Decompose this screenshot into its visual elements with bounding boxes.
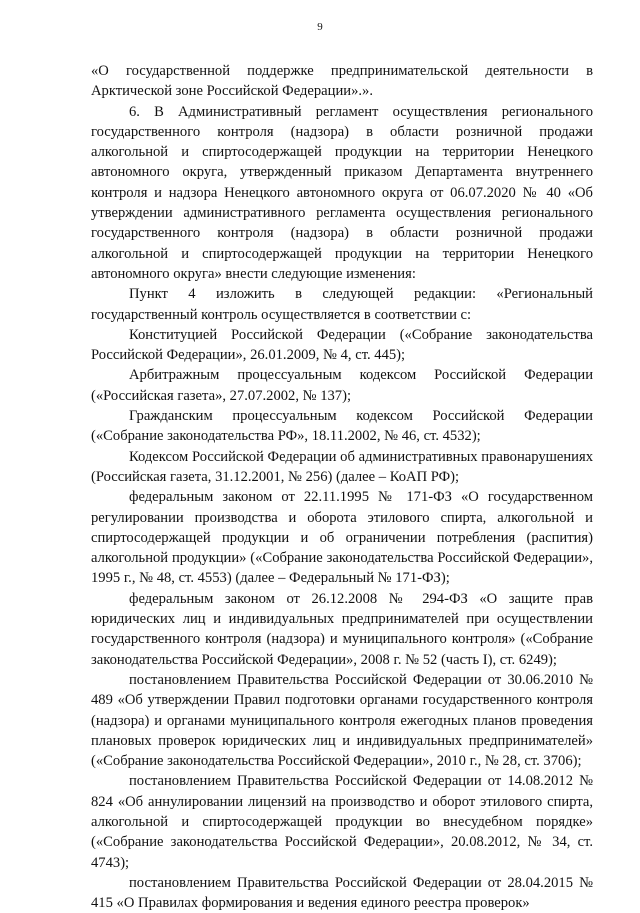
paragraph: постановлением Правительства Российской Федерации от 30.06.2010 № 489 «Об утверждении Правил подготовки органами государственного контроля (надзора) и органами муниципального контроля ежегодных планов проведения плановых проверок юридических лиц и индивидуальных предпринимателей» («Собрание законодательства Российской Федерации», 2010 г., № 28, ст. 3706);	[91, 671, 593, 770]
paragraph: Конституцией Российской Федерации («Собрание законодательства Российской Федерации», 26.01.2009, № 4, ст. 445);	[91, 326, 593, 364]
paragraph: 6. В Административный регламент осуществления регионального государственного контроля (надзора) в области розничной продажи алкогольной и спиртосодержащей продукции на территории Ненецкого автономного округа, утвержденный приказом Департамента внутреннего контроля и надзора Ненецкого автономного округа от 06.07.2020 № 40 «Об утверждении административного регламента осуществления регионального государственного контроля (надзора) в области розничной продажи алкогольной и спиртосодержащей продукции на территории Ненецкого автономного округа» внести следующие изменения:	[91, 103, 593, 282]
paragraph: Арбитражным процессуальным кодексом Российской Федерации («Российская газета», 27.07.2002, № 137);	[91, 367, 593, 404]
paragraph: федеральным законом от 26.12.2008 № 294-ФЗ «О защите прав юридических лиц и индивидуальных предпринимателей при осуществлении государственного контроля (надзора) и муниципального контроля» («Собрание законодательства Российской Федерации», 2008 г. № 52 (часть I), ст. 6249);	[91, 590, 593, 668]
paragraph: постановлением Правительства Российской Федерации от 28.04.2015 № 415 «О Правилах формирования и ведения единого реестра проверок»	[91, 874, 593, 912]
paragraph: Кодексом Российской Федерации об административных правонарушениях (Российская газета, 31.12.2001, № 256) (далее – КоАП РФ);	[91, 448, 593, 485]
paragraph: постановлением Правительства Российской Федерации от 14.08.2012 № 824 «Об аннулировании лицензий на производство и оборот этилового спирта, алкогольной и спиртосодержащей продукции во внесудебном порядке» («Собрание законодательства Российской Федерации», 20.08.2012, № 34, ст. 4743);	[91, 773, 593, 871]
document-body	[91, 61, 593, 913]
paragraph: «О государственной поддержке предпринимательской деятельности в Арктической зоне Российской Федерации».».	[91, 63, 593, 100]
paragraph: Гражданским процессуальным кодексом Российской Федерации («Собрание законодательства РФ», 18.11.2002, № 46, ст. 4532);	[91, 408, 593, 445]
paragraph: Пункт 4 изложить в следующей редакции: «Региональный государственный контроль осуществляется в соответствии с:	[91, 286, 593, 323]
page-number: 9	[317, 21, 323, 33]
paragraph: федеральным законом от 22.11.1995 № 171-ФЗ «О государственном регулировании производства и оборота этилового спирта, алкогольной и спиртосодержащей продукции и об ограничении потребления (распития) алкогольной продукции» («Собрание законодательства Российской Федерации», 1995 г., № 48, ст. 4553) (далее – Федеральный № 171-ФЗ);	[91, 489, 593, 587]
